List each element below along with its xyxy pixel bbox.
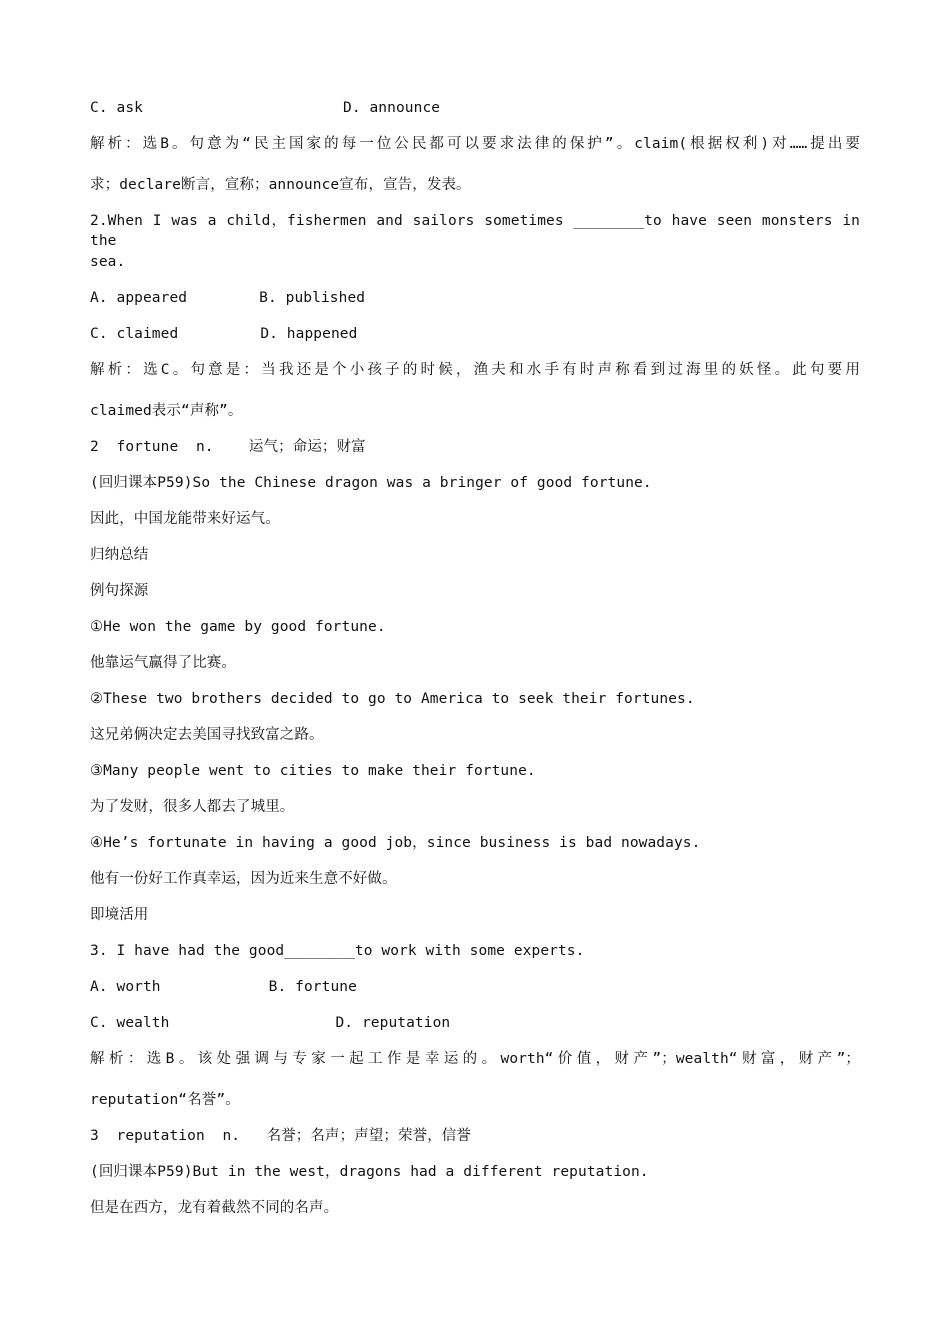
text-line: sea. <box>90 254 126 270</box>
text-line: claimed表示“声称”。 <box>90 403 243 419</box>
option-row <box>90 977 870 997</box>
option-row <box>90 288 870 308</box>
text-line: 求；declare断言，宣称；announce宣布，宣告，发表。 <box>90 177 471 193</box>
text-line: 因此，中国龙能带来好运气。 <box>90 511 280 527</box>
text-line: ③Many people went to cities to make their fortune. <box>90 763 536 779</box>
option-left: C. claimed <box>90 326 179 342</box>
text-line: 归纳总结 <box>90 547 149 563</box>
text-line: 2.When I was a child，fishermen and sailors sometimes ________to have seen monsters in the <box>90 213 860 249</box>
option-right: D. announce <box>342 100 441 116</box>
text-line: 为了发财，很多人都去了城里。 <box>90 799 295 815</box>
document-body <box>90 98 870 1234</box>
text-line: 解析：选C。句意是：当我还是个小孩子的时候，渔夫和水手有时声称看到过海里的妖怪。此句要用 <box>90 362 860 378</box>
text-line: 3 reputation n. 名誉；名声；声望；荣誉，信誉 <box>90 1128 471 1144</box>
option-row <box>90 98 870 118</box>
text-line: 但是在西方，龙有着截然不同的名声。 <box>90 1200 339 1216</box>
text-line: 他靠运气赢得了比赛。 <box>90 655 236 671</box>
option-left: A. worth <box>90 979 161 995</box>
text-line: (回归课本P59)But in the west，dragons had a different reputation. <box>90 1164 649 1180</box>
option-right: B. fortune <box>268 979 357 995</box>
text-line: 2 fortune n. 运气；命运；财富 <box>90 439 366 455</box>
text-line: 3. I have had the good________to work with some experts. <box>90 943 585 959</box>
text-line: ①He won the game by good fortune. <box>90 619 386 635</box>
option-left: C. ask <box>90 100 143 116</box>
text-line: ④He’s fortunate in having a good job，since business is bad nowadays. <box>90 835 701 851</box>
text-line: 这兄弟俩决定去美国寻找致富之路。 <box>90 727 324 743</box>
text-line: ②These two brothers decided to go to America to seek their fortunes. <box>90 691 695 707</box>
option-right: D. happened <box>260 326 358 342</box>
option-left: A. appeared <box>90 290 188 306</box>
text-line: 即境活用 <box>90 907 149 923</box>
text-line: (回归课本P59)So the Chinese dragon was a bringer of good fortune. <box>90 475 652 491</box>
option-row <box>90 1013 870 1033</box>
text-line: reputation“名誉”。 <box>90 1092 240 1108</box>
option-row <box>90 324 870 344</box>
text-line: 解析：选B。该处强调与专家一起工作是幸运的。worth“价值，财产”；wealth“财富，财产”； <box>90 1051 860 1067</box>
text-line: 他有一份好工作真幸运，因为近来生意不好做。 <box>90 871 397 887</box>
text-line: 例句探源 <box>90 583 149 599</box>
option-right: B. published <box>259 290 366 306</box>
option-right: D. reputation <box>335 1015 451 1031</box>
text-line: 解析：选B。句意为“民主国家的每一位公民都可以要求法律的保护”。claim(根据权利)对……提出要 <box>90 136 860 152</box>
option-left: C. wealth <box>90 1015 170 1031</box>
